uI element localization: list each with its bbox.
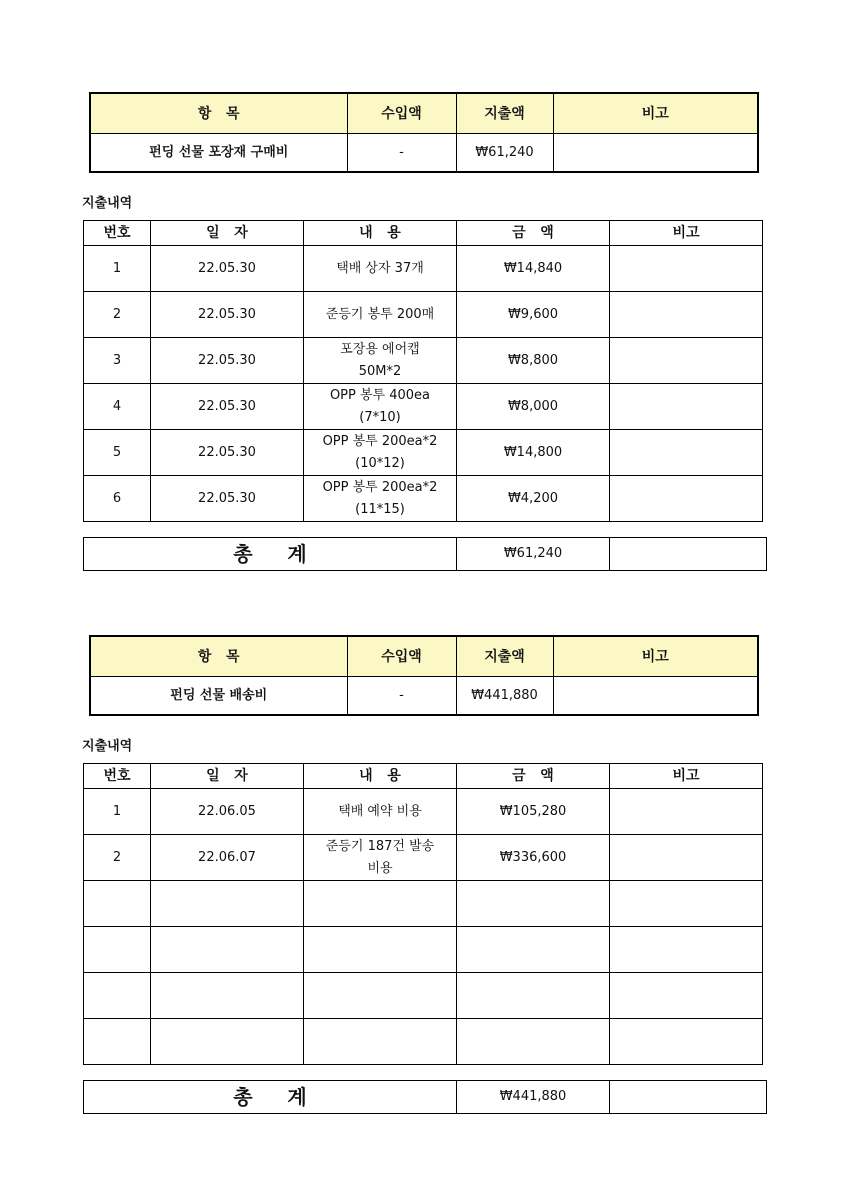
row-date: 22.06.05 [151,789,304,835]
header-note: 비고 [553,93,758,134]
row-content: 포장용 에어캡 50M*2 [304,338,457,384]
row-number: 2 [84,835,151,881]
row-number [84,973,151,1019]
row-content: OPP 봉투 200ea*2 (10*12) [304,430,457,476]
row-number: 1 [84,789,151,835]
header-expense: 지출액 [456,636,553,677]
header-amount: 금 액 [457,764,610,789]
total-label: 총 계 [84,538,457,571]
row-note [610,927,763,973]
total-note [610,538,767,571]
table-row [84,246,763,292]
header-content: 내 용 [304,764,457,789]
header-note: 비고 [610,221,763,246]
detail-table-2 [83,763,763,1065]
expense-value: ₩441,880 [456,677,553,716]
row-content [304,927,457,973]
header-amount: 금 액 [457,221,610,246]
note-value [553,677,758,716]
table-row [84,881,763,927]
table-row [84,789,763,835]
row-number [84,1019,151,1065]
header-income: 수입액 [347,93,456,134]
row-date: 22.05.30 [151,430,304,476]
table-row [84,973,763,1019]
row-note [610,384,763,430]
row-date [151,927,304,973]
total-label: 총 계 [84,1081,457,1114]
header-item: 항 목 [90,636,347,677]
row-content: 택배 예약 비용 [304,789,457,835]
row-date: 22.05.30 [151,476,304,522]
row-note [610,1019,763,1065]
row-number: 3 [84,338,151,384]
table-row [84,292,763,338]
row-date: 22.06.07 [151,835,304,881]
row-date: 22.05.30 [151,338,304,384]
detail-label-2: 지출내역 [82,739,133,754]
row-number: 1 [84,246,151,292]
row-content [304,1019,457,1065]
header-note: 비고 [553,636,758,677]
row-content: 준등기 187건 발송 비용 [304,835,457,881]
table-row [84,927,763,973]
row-date: 22.05.30 [151,246,304,292]
total-amount: ₩441,880 [457,1081,610,1114]
table-row [84,476,763,522]
row-amount: ₩8,000 [457,384,610,430]
row-note [610,292,763,338]
summary-table-1 [89,92,759,173]
row-date [151,881,304,927]
header-expense: 지출액 [456,93,553,134]
row-amount: ₩8,800 [457,338,610,384]
detail-table-1 [83,220,763,522]
row-number [84,927,151,973]
header-income: 수입액 [347,636,456,677]
header-date: 일 자 [151,764,304,789]
row-amount [457,973,610,1019]
header-number: 번호 [84,221,151,246]
table-row [84,338,763,384]
income-value: - [347,677,456,716]
header-item: 항 목 [90,93,347,134]
row-content: 택배 상자 37개 [304,246,457,292]
header-note: 비고 [610,764,763,789]
row-note [610,338,763,384]
summary-table-2 [89,635,759,716]
row-date: 22.05.30 [151,384,304,430]
row-date: 22.05.30 [151,292,304,338]
row-amount [457,927,610,973]
row-amount [457,881,610,927]
row-amount [457,1019,610,1065]
header-date: 일 자 [151,221,304,246]
total-amount: ₩61,240 [457,538,610,571]
row-note [610,476,763,522]
table-row [84,384,763,430]
row-note [610,430,763,476]
income-value: - [347,134,456,173]
table-row [84,430,763,476]
header-content: 내 용 [304,221,457,246]
row-note [610,835,763,881]
row-amount: ₩14,800 [457,430,610,476]
total-note [610,1081,767,1114]
row-content: 준등기 봉투 200매 [304,292,457,338]
row-number: 2 [84,292,151,338]
header-number: 번호 [84,764,151,789]
row-note [610,973,763,1019]
row-number: 4 [84,384,151,430]
row-number: 5 [84,430,151,476]
row-amount: ₩9,600 [457,292,610,338]
row-date [151,973,304,1019]
row-content: OPP 봉투 400ea (7*10) [304,384,457,430]
row-note [610,246,763,292]
row-amount: ₩14,840 [457,246,610,292]
row-note [610,789,763,835]
row-content: OPP 봉투 200ea*2 (11*15) [304,476,457,522]
table-row [84,835,763,881]
row-number: 6 [84,476,151,522]
item-value: 펀딩 선물 배송비 [90,677,347,716]
total-table-2 [83,1080,767,1114]
row-content [304,881,457,927]
note-value [553,134,758,173]
row-amount: ₩4,200 [457,476,610,522]
detail-label-1: 지출내역 [82,196,133,211]
table-row [84,1019,763,1065]
total-table-1 [83,537,767,571]
row-date [151,1019,304,1065]
row-note [610,881,763,927]
expense-value: ₩61,240 [456,134,553,173]
row-content [304,973,457,1019]
row-amount: ₩336,600 [457,835,610,881]
row-number [84,881,151,927]
row-amount: ₩105,280 [457,789,610,835]
item-value: 펀딩 선물 포장재 구매비 [90,134,347,173]
